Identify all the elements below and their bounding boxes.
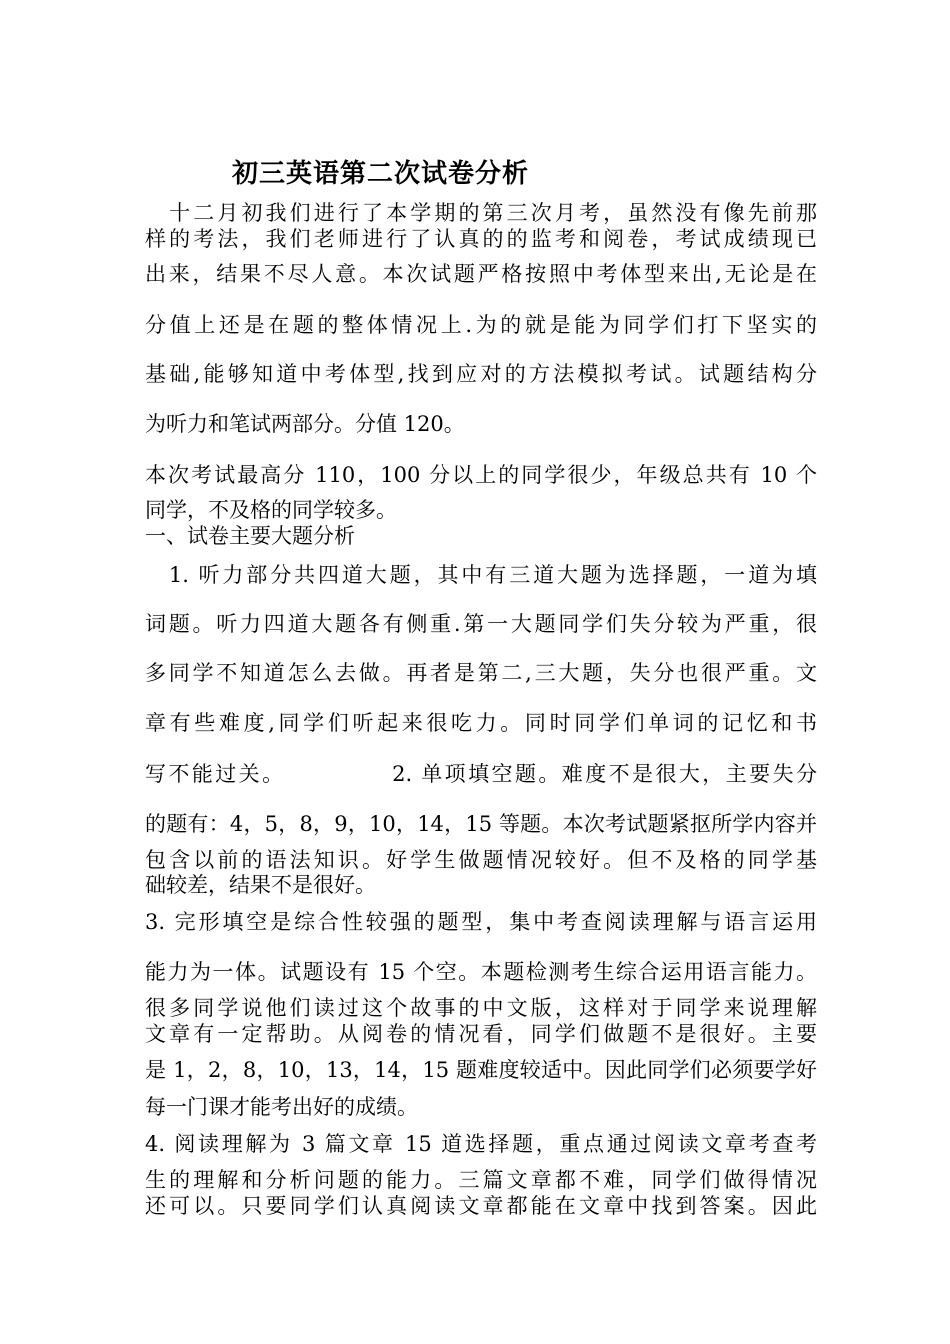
- text-line: 还可以。只要同学们认真阅读文章都能在文章中找到答案。因此: [145, 1194, 817, 1218]
- text-line: 基础,能够知道中考体型,找到应对的方法模拟考试。试题结构分: [145, 362, 817, 386]
- text-line: 是 1，2，8，10，13，14，15 题难度较适中。因此同学们必须要学好: [145, 1058, 817, 1082]
- text-line: 写不能过关。 2. 单项填空题。难度不是很大，主要失分: [145, 762, 817, 786]
- text-line: 为听力和笔试两部分。分值 120。: [145, 412, 465, 436]
- text-line: 文章有一定帮助。从阅卷的情况看，同学们做题不是很好。主要: [145, 1022, 817, 1046]
- text-line: 很多同学说他们读过这个故事的中文版，这样对于同学来说理解: [145, 996, 817, 1020]
- text-line: 4. 阅读理解为 3 篇文章 15 道选择题，重点通过阅读文章考查考: [145, 1132, 817, 1156]
- text-line: 章有些难度,同学们听起来很吃力。同时同学们单词的记忆和书: [145, 711, 817, 735]
- text-line: 同学，不及格的同学较多。: [145, 498, 397, 522]
- text-line: 分值上还是在题的整体情况上.为的就是能为同学们打下坚实的: [145, 313, 817, 337]
- text-line: 包含以前的语法知识。好学生做题情况较好。但不及格的同学基: [145, 848, 817, 872]
- text-line: 词题。听力四道大题各有侧重.第一大题同学们失分较为严重，很: [145, 612, 817, 636]
- section-heading: 一、试卷主要大题分析: [145, 524, 355, 548]
- text-line: 础较差，结果不是很好。: [145, 873, 376, 897]
- document-title: 初三英语第二次试卷分析: [232, 159, 530, 189]
- text-line: 1. 听力部分共四道大题，其中有三道大题为选择题，一道为填: [145, 563, 817, 587]
- text-line: 出来，结果不尽人意。本次试题严格按照中考体型来出,无论是在: [145, 262, 817, 286]
- text-line: 3. 完形填空是综合性较强的题型，集中考查阅读理解与语言运用: [145, 910, 817, 934]
- text-line: 多同学不知道怎么去做。再者是第二,三大题，失分也很严重。文: [145, 661, 817, 685]
- text-line: 能力为一体。试题设有 15 个空。本题检测考生综合运用语言能力。: [145, 960, 817, 984]
- text-line: 本次考试最高分 110，100 分以上的同学很少，年级总共有 10 个: [145, 463, 817, 487]
- text-line: 样的考法，我们老师进行了认真的的监考和阅卷，考试成绩现已: [145, 227, 817, 251]
- text-line: 十二月初我们进行了本学期的第三次月考，虽然没有像先前那: [145, 201, 817, 225]
- text-line: 的题有：4，5，8，9，10，14，15 等题。本次考试题紧抠所学内容并: [145, 812, 817, 836]
- text-line: 生的理解和分析问题的能力。三篇文章都不难，同学们做得情况: [145, 1168, 817, 1192]
- text-line: 每一门课才能考出好的成绩。: [145, 1095, 418, 1119]
